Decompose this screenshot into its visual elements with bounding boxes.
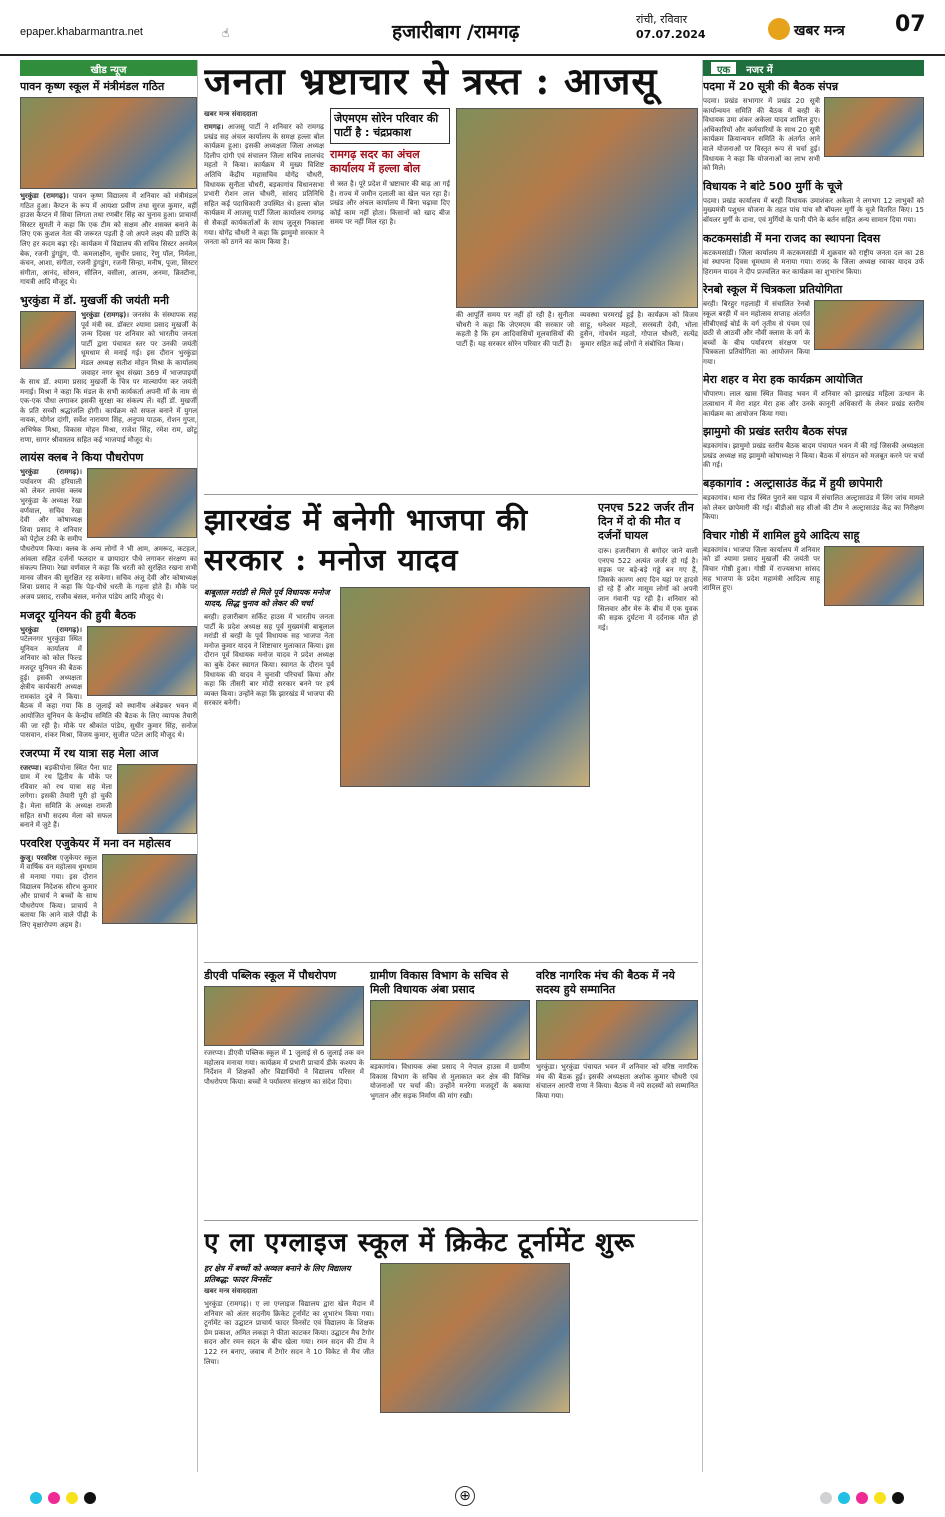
section-title: हजारीबाग /रामगढ़ bbox=[392, 21, 520, 43]
story-title: बड़कागांव : अल्ट्रासाउंड केंद्र में हुयी छापेमारी bbox=[703, 477, 883, 491]
story-title: विचार गोष्ठी में शामिल हुये आदित्य साहू bbox=[703, 528, 860, 542]
story-photo bbox=[87, 626, 197, 696]
news-story[interactable]: झामुमो की प्रखंड स्तरीय बैठक संपन्न बड़कागांव। झामुमो प्रखंड स्तरीय बैठक बादम पंचायत भवन में की गई जिसकी अध्यक्षता प्रखंड अध्यक्ष सह झामुमो कोषाध्यक्ष ने किया। बैठक में संगठन को मजबूत करने पर चर्चा की गई। bbox=[703, 425, 924, 470]
page-number: 07 bbox=[895, 12, 926, 37]
news-story[interactable]: पावन कृष्ण स्कूल में मंत्रीमंडल गठित भुरकुंडा (रामगढ़)। पावन कृष्ण विद्यालय में शनिवार को मंत्रीमंडल गठित हुआ। कैप्टन के रूप में आयशा प्रवीण तथा सुरज कुमार, वहीं हाउस कैप्टन में सिया लिगता तथा रणबीर सिंह का चुनाव हुआ। प्राचार्या सिस्टर सुमती ने कहा कि एक टीम को सक्षम और शसक्त बनाने के लिए एक कुशल नेता की जरूरत पड़ती है जो अपने लक्ष्य की प्राप्ति के लिए हर कदम बढ़ा रहे। कार्यक्रम में विद्यालय की सचिव सिस्टर अनमेल बेक, रजनी डुंगडुंग, पी. कमलाक्षीन, सुधीर प्रसाद, रेणु पॉल, निर्मला, कंचन, आशा, संगीता, रजनी डुंगडुंग, रजनी सिन्हा, मनीष, पूजा, सिस्टर संगीता, आनंद, सोसन, सीलिन, वसीला, आलम, अनमा, क्रिस्टीना, गायत्री आदि मौजूद थे। bbox=[20, 80, 197, 287]
logo-icon bbox=[768, 18, 790, 40]
story-title: रेनबो स्कूल में चित्रकला प्रतियोगिता bbox=[703, 283, 843, 297]
news-story[interactable]: रजरप्पा में रथ यात्रा सह मेला आज रजरप्पा। बड़कीपोना स्थित पैना घाट ग्राम में रथ द्वितीय के मौके पर रविवार को रथ यात्रा सह मेला लगेगा। इसकी तैयारी पूरी हो चुकी है। मेला समिति के अध्यक्ष रामजी सहित सभी सदस्य मेला को सफल बनाने में जुटे हैं। bbox=[20, 747, 197, 831]
news-story[interactable]: पदमा में 20 सूत्री की बैठक संपन्न पदमा। प्रखंड सभागार में प्रखंड 20 सूत्री कार्यान्वयन समिति की बैठक में बरही के विधायक उमा शंकर अकेला यादव शामिल हुए। अधिकारियों और कर्मचारियों के साथ 20 सूत्री कार्यक्रम क्रियान्वयन समिति के अंतर्गत आने वाले योजनाओं पर विस्तृत रूप से चर्चा हुई। विधायक ने कहा कि योजनाओं का लाभ सभी को मिले। bbox=[703, 80, 924, 174]
magenta-registration-mark bbox=[838, 1492, 850, 1504]
story-photo bbox=[536, 1000, 698, 1060]
news-story[interactable]: लायंस क्लब ने किया पौधरोपण भुरकुंडा (रामगढ़)। पर्यावरण की हरियाली को लेकर लायंस क्लब भुरकुंडा के अध्यक्ष रेखा वर्णवाल, सचिव रेखा देवी और कोषाध्यक्ष शिवा प्रसाद ने शनिवार को पेट्रोल टंकी के समीप पौधरोपण किया। क्लब के अन्य लोगों ने भी आम, अमरूद, कटहल, आंवला सहित दर्जनों फलदार व छायादार पौधे लगाकर संरक्षण का संकल्प लिया। रेखा वर्णवाल ने कहा कि धरती को सुरक्षित रखना सभी मानव जीवन की सुरक्षित रह सकेगा। सचिव अंजू देवी और कोषाध्यक्ष शिवा प्रसाद ने कहा कि पेड़-पौधे धरती के गहना होते हैं। मौके पर अजय प्रसाद, राजीव बंसल, मनोज पांडेय आदि मौजूद थे। bbox=[20, 451, 197, 601]
print-registration-bar bbox=[0, 1480, 945, 1517]
newspaper-logo: खबर मन्त्र bbox=[768, 16, 888, 42]
main-column bbox=[204, 60, 698, 1472]
black-registration-mark bbox=[84, 1492, 96, 1504]
subhead-box: जेएमएम सोरेन परिवार की पार्टी है : चंद्रप्रकाश bbox=[330, 108, 450, 144]
story-title: भुरकुंडा में डॉ. मुखर्जी की जयंती मनी bbox=[20, 293, 169, 307]
magenta-registration-mark bbox=[48, 1492, 60, 1504]
page-header bbox=[0, 0, 945, 56]
story-photo bbox=[824, 97, 924, 157]
story-nh522[interactable]: एनएच 522 जर्जर तीन दिन में दो की मौत व दर्जनों घायल दारू। हजारीबाग से बगोदर जाने वाली एनएच 522 अत्यंत जर्जर हो गई है। सड़क पर बड़े-बड़े गड्ढे बन गए हैं, जिसके कारण आए दिन यहां पर हादसे हो रहे हैं और मासूम लोगों को अपनी जान गंवानी पड़ रही है। शनिवार को सिलवार और मेरु के बीच में एक युवक की सड़क दुर्घटना में दर्दनाक मौत हो गई। bbox=[598, 501, 698, 632]
left-column bbox=[20, 60, 198, 1472]
story-photo bbox=[824, 546, 924, 606]
crosshair-icon: ⊕ bbox=[455, 1486, 475, 1506]
story-photo bbox=[87, 468, 197, 538]
story-photo bbox=[20, 311, 76, 369]
edition-date: रांची, रविवार 07.07.2024 bbox=[636, 13, 706, 41]
story-title: परवरिश एजुकेयर में मना वन महोत्सव bbox=[20, 836, 171, 850]
story-dav[interactable]: डीएवी पब्लिक स्कूल में पौधरोपण रजरप्पा। डीएवी पब्लिक स्कूल में 1 जुलाई से 6 जुलाई तक वन महोत्सव मनाया गया। कार्यक्रम में प्रभारी प्राचार्य डीके कश्यप के निर्देशन में शिक्षकों और विद्यार्थियों ने विद्यालय परिसर में पौधरोपण किया। बच्चों ने पर्यावरण संरक्षण का संदेश दिया। bbox=[204, 969, 364, 1086]
story-headline: झारखंड में बनेगी भाजपा की सरकार : मनोज यादव bbox=[204, 503, 529, 578]
right-column bbox=[702, 60, 924, 1472]
news-story[interactable]: कटकमसांडी में मना राजद का स्थापना दिवस कटकमसांडी। जिला कार्यालय में कटकमसांडी में शुक्रवार को राष्ट्रीय जनता दल का 28 वां स्थापना दिवस धूमधाम से मनाया गया। राजद के जिला अध्यक्ष रवाका यादव उर्फ हिरामन यादव ने दीप प्रज्वलित कर कार्यक्रम का शुभारंभ किया। bbox=[703, 231, 924, 276]
lead-photo bbox=[456, 108, 698, 308]
news-story[interactable]: परवरिश एजुकेयर में मना वन महोत्सव कुजू। परवरिश एजुकेयर स्कूल में वार्षिक वन महोत्सव धूमधाम से मनाया गया। इस दौरान विद्यालय निदेशक सौरभ कुमार और प्राचार्य ने बच्चों के साथ पौधरोपण किया। प्राचार्य ने बताया कि आने वाले पीढ़ी के लिए वृक्षारोपण अहम है। bbox=[20, 837, 197, 931]
story-photo bbox=[102, 854, 197, 924]
story-title: कटकमसांडी में मना राजद का स्थापना दिवस bbox=[703, 231, 881, 245]
news-story[interactable]: रेनबो स्कूल में चित्रकला प्रतियोगिता बरही। बिरहुर गहलाही में संचालित रेनबो स्कूल बरही में वन महोत्सव सप्ताह अंतर्गत सीबीएसई बोर्ड के वर्ग तृतीय से पंचम एवं छठी से आठवीं और नौवीं क्लास के वर्ग के बच्चों के बीच पर्यावरण संरक्षण पर चित्रकला प्रतियोगिता का आयोजन किया गया। bbox=[703, 283, 924, 367]
left-strip: खीड न्यूज bbox=[20, 60, 197, 76]
story-photo bbox=[380, 1263, 570, 1413]
news-story[interactable]: भुरकुंडा में डॉ. मुखर्जी की जयंती मनी भुरकुंडा (रामगढ़)। जनसंघ के संस्थापक सह पूर्व मंत्री स्व. डॉक्टर श्यामा प्रसाद मुखर्जी के जन्म दिवस पर शनिवार को भारतीय जनता पार्टी द्वारा पंचायत स्तर पर उनकी जयंती धूमधाम से मनाई गई। इस दौरान भुरकुंडा मंडल अध्यक्ष सतीश मोहन मिश्रा के कार्यालय जवाहर नगर बूथ संख्या 369 में भाजपाइयों के साथ डॉ. श्यामा प्रसाद मुखर्जी के चित्र पर माल्यार्पण कर जयंती मनाई। मिश्रा ने कहा कि मंडल के सभी कार्यकर्ता अपनी माँ के नाम से एक-एक पौधा लगाकर इसकी सुरक्षा का संकल्प लें। वहीं डॉ. मुखर्जी के प्रति सच्ची श्रद्धांजलि होगी। कार्यक्रम को सफल बनाने में युगल नायक, योगेश दांगी, सर्वेश नारायण सिंह, अनुपम पाठक, रोशन गुप्ता, अभिषेक मिश्रा, विकास मोहन मिश्रा, राजेश सिंह, रमेश राम, छोटू राणा, सागर श्रीवास्तव सहित कई भाजपाई मौजूद थे। bbox=[20, 293, 198, 444]
news-story[interactable]: मेरा शहर व मेरा हक कार्यक्रम आयोजित चौपारण। लाल खास स्थित विवाह भवन में शनिवार को झारखंड महिला उत्थान के तत्वाधान में मेरा शहर मेरा हक और उनके कानूनी अधिकारों के लेकर प्रखंड स्तरीय कार्यक्रम का आयोजन किया गया। bbox=[703, 373, 924, 418]
lead-headline: जनता भ्रष्टाचार से त्रस्त : आजसू bbox=[204, 60, 658, 103]
yellow-registration-mark bbox=[856, 1492, 868, 1504]
story-title: मेरा शहर व मेरा हक कार्यक्रम आयोजित bbox=[703, 373, 863, 387]
story-photo bbox=[340, 587, 590, 787]
story-photo bbox=[814, 300, 924, 350]
story-senior[interactable]: वरिष्ठ नागरिक मंच की बैठक में नये सदस्य हुये सम्मानित भुरकुंडा। भुरकुंडा पंचायत भवन में शनिवार को वरिष्ठ नागरिक मंच की बैठक हुई। इसकी अध्यक्षता अशोक कुमार चौधरी एवं संचालन आरपी राणा ने किया। बैठक में नये सदस्यों को सम्मानित किया गया। bbox=[536, 969, 698, 1100]
story-title: पावन कृष्ण स्कूल में मंत्रीमंडल गठित bbox=[20, 80, 165, 93]
news-story[interactable]: विचार गोष्ठी में शामिल हुये आदित्य साहू बड़कागांव। भाजपा जिला कार्यालय में शनिवार को डॉ श्यामा प्रसाद मुखर्जी की जयंती पर विचार गोष्ठी हुआ। गोष्ठी में राज्यसभा सांसद सह भाजपा के प्रदेश महामंत्री आदित्य साहू शामिल हुए। bbox=[703, 529, 924, 594]
subhead-2: रामगढ़ सदर का अंचल कार्यालय में हल्ला बोल bbox=[330, 148, 421, 175]
story-photo bbox=[370, 1000, 530, 1060]
grey-registration-mark bbox=[892, 1492, 904, 1504]
story-title: पदमा में 20 सूत्री की बैठक संपन्न bbox=[703, 80, 839, 93]
story-gramin[interactable]: ग्रामीण विकास विभाग के सचिव से मिली विधायक अंबा प्रसाद बड़कागांव। विधायक अंबा प्रसाद ने नेपाल हाउस में ग्रामीण विकास विभाग के सचिव से मुलाकात कर क्षेत्र की विभिन्न योजनाओं पर चर्चा की। उन्होंने मनरेगा मजदूरों के बकाया भुगतान और सड़क निर्माण की मांग रखी। bbox=[370, 969, 530, 1100]
story-photo bbox=[204, 986, 364, 1046]
story-title: रजरप्पा में रथ यात्रा सह मेला आज bbox=[20, 746, 159, 760]
news-story[interactable]: बड़कागांव : अल्ट्रासाउंड केंद्र में हुयी छापेमारी बड़कागांव। थाना रोड स्थित पुराने बस पड़ाव में संचालित अल्ट्रासाउंड में लिंग जांच मामले को लेकर छापेमारी की गई। बीडीओ सह सीओ की टीम ने अल्ट्रासाउंड केंद्र का निरीक्षण किया। bbox=[703, 477, 924, 522]
story-photo bbox=[117, 764, 197, 834]
cyan-registration-mark bbox=[820, 1492, 832, 1504]
story-photo bbox=[20, 97, 197, 189]
story-bjp[interactable]: झारखंड में बनेगी भाजपा की सरकार : मनोज यादव बाबूलाल मरांडी से मिले पूर्व विधायक मनोज यादव, सिद्ध चुनाव को लेकर की चर्चा बरही। हजारीबाग सर्किट हाउस में भारतीय जनता पार्टी के प्रदेश अध्यक्ष सह पूर्व मुख्यमंत्री बाबूलाल मरांडी से बरही के पूर्व विधायक सह भाजपा नेता मनोज कुमार यादव ने शिष्टाचार मुलाकात किया। इस दौरान पूर्व विधायक मनोज यादव ने प्रदेश अध्यक्ष का बुके देकर स्वागत किया। स्वागत के दौरान पूर्व विधायक की यादव ने चुनावी परिचर्चा किया और कहा कि तीसरी बार मोदी सरकार बनने पर हर्ष व्यक्त किया। उन्होंने कहा कि झारखंड में भाजपा की सरकार बनेगी। bbox=[204, 501, 590, 954]
black-registration-mark bbox=[874, 1492, 886, 1504]
story-title: विधायक ने बांटे 500 मुर्गी के चूजे bbox=[703, 179, 843, 193]
cursor-icon: ☝ bbox=[222, 26, 230, 40]
news-story[interactable]: विधायक ने बांटे 500 मुर्गी के चूजे पदमा। प्रखंड कार्यालय में बरही विधायक उमाशंकर अकेला ने लगभग 12 लाभुकों को मुख्यमंत्री पशुधन योजना के तहत पांच पांच सौ बॉयलर मुर्गी के चूजे वितरित किए। 15 बॉयलर मुर्गी के दाना, एवं मुर्गियों के पानी पीने के बर्तन सहित अन्य सामान दिया गया। bbox=[703, 179, 924, 224]
story-headline: ए ला एग्लाइज स्कूल में क्रिकेट टूर्नामेंट शुरू bbox=[204, 1228, 636, 1258]
story-title: लायंस क्लब ने किया पौधरोपण bbox=[20, 451, 144, 465]
story-title: झामुमो की प्रखंड स्तरीय बैठक संपन्न bbox=[703, 425, 848, 439]
yellow-registration-mark bbox=[66, 1492, 78, 1504]
story-cricket[interactable]: ए ला एग्लाइज स्कूल में क्रिकेट टूर्नामेंट शुरू हर क्षेत्र में बच्चों को अव्वल बनाने के लिए विद्यालय प्रतिबद्ध: फादर विनसेंट खबर मन्त्र संवाददाता भुरकुंडा (रामगढ़)। ए ला एग्लाइज विद्यालय द्वारा खेल मैदान में शनिवार को अंतर सदनीय क्रिकेट टूर्नामेंट का शुभारंभ किया गया। टूर्नामेंट का उद्घाटन प्राचार्य फादर विनसेंट एवं विद्यालय के शिक्षक प्रेम प्रकाश, अमित लकड़ा ने फीता काटकर किया। उद्घाटन मैच टैगोर सदन और रमन सदन के बीच खेला गया। रमन सदन की टीम ने 122 रन बनाए, जवाब में टैगोर सदन ने 10 विकेट से मैच जीत लिया। bbox=[204, 1220, 698, 1416]
site-url[interactable]: epaper.khabarmantra.net bbox=[20, 26, 143, 38]
news-story[interactable]: मजदूर यूनियन की हुयी बैठक भुरकुंडा (रामगढ़)। पटेलनगर भुरकुंडा स्थित यूनियन कार्यालय में शनिवार को कोल फिल्ड मजदूर यूनियन की बैठक हुई। इसकी अध्यक्षता क्षेत्रीय कार्यकारी अध्यक्ष रामकांत दुबे ने किया। बैठक में कहा गया कि 8 जुलाई को स्थानीय अंबेडकर भवन में आयोजित यूनियन के केन्द्रीय समिति की बैठक के लिए व्यापक तैयारी की जा रही है। मौके पर श्रीकांत पांडेय, सुधीर कुमार सिंह, सनोज पासवान, शंकर मिश्रा, विजय कुमार, सुजीत पटेल आदि मौजूद थे। bbox=[20, 608, 197, 740]
story-title: मजदूर यूनियन की हुयी बैठक bbox=[20, 608, 136, 622]
cyan-registration-mark bbox=[30, 1492, 42, 1504]
lead-story[interactable]: जनता भ्रष्टाचार से त्रस्त : आजसू खबर मन्त्र संवाददाता रामगढ़। आजसू पार्टी ने शनिवार को रामगढ़ प्रखंड सह अंचल कार्यालय के समक्ष हल्ला बोल कार्यक्रम हुआ। इसकी अध्यक्षता जिला अध्यक्ष दिलीप दांगी एवं संचालन जिला सचिव लालचंद महतो ने किया। कार्यक्रम में मुख्य विशिष्ट अतिथि केंद्रीय महासचिव योगेंद्र चौधरी, विधायक सुनीता चौधरी, बड़कागांव विधानसभा प्रभारी रोशन लाल चौधरी, सांसद प्रतिनिधि सहित कई पदाधिकारी उपस्थित थे। हल्ला बोल कार्यक्रम में आजसू पार्टी जिला कार्यालय रामगढ़ से सैकड़ों कार्यकर्ताओं के साथ जुलूस निकाला गया। योगेंद्र चौधरी ने कहा कि झामुमो सरकार ने जनता को ठगने का काम किया है। जेएमएम सोरेन परिवार की पार्टी है : चंद्रप्रकाश रामगढ़ सदर का अंचल कार्यालय में हल्ला बोल से त्रस्त है। पूरे प्रदेश में भ्रष्टाचार की बाढ़ आ गई है। राज्य में जमीन दलाली का खेल चल रहा है। प्रखंड और अंचल कार्यालय में बिना चढ़ावा दिए कोई काम नहीं होता। किसानों को खाद बीज समय पर नहीं मिल रहा है। की आपूर्ति समय पर नहीं हो रही है। सुनीता चौधरी ने कहा कि जेएमएम की सरकार जो कहती है कि हम आदिवासियों मूलवासियों की पार्टी हैं। यह सरकार सोरेन परिवार की पार्टी है। व्यवस्था चरमराई हुई है। कार्यक्रम को विजय साहू, धनेश्वर महतो, सरस्वती देवी, भोला हुसैन, गोवर्धन महतो, गोपाल चौधरी, सत्येंद्र कुमार सहित कई लोगों ने संबोधित किया। bbox=[204, 60, 698, 348]
right-strip: एक नजर में bbox=[703, 60, 924, 76]
